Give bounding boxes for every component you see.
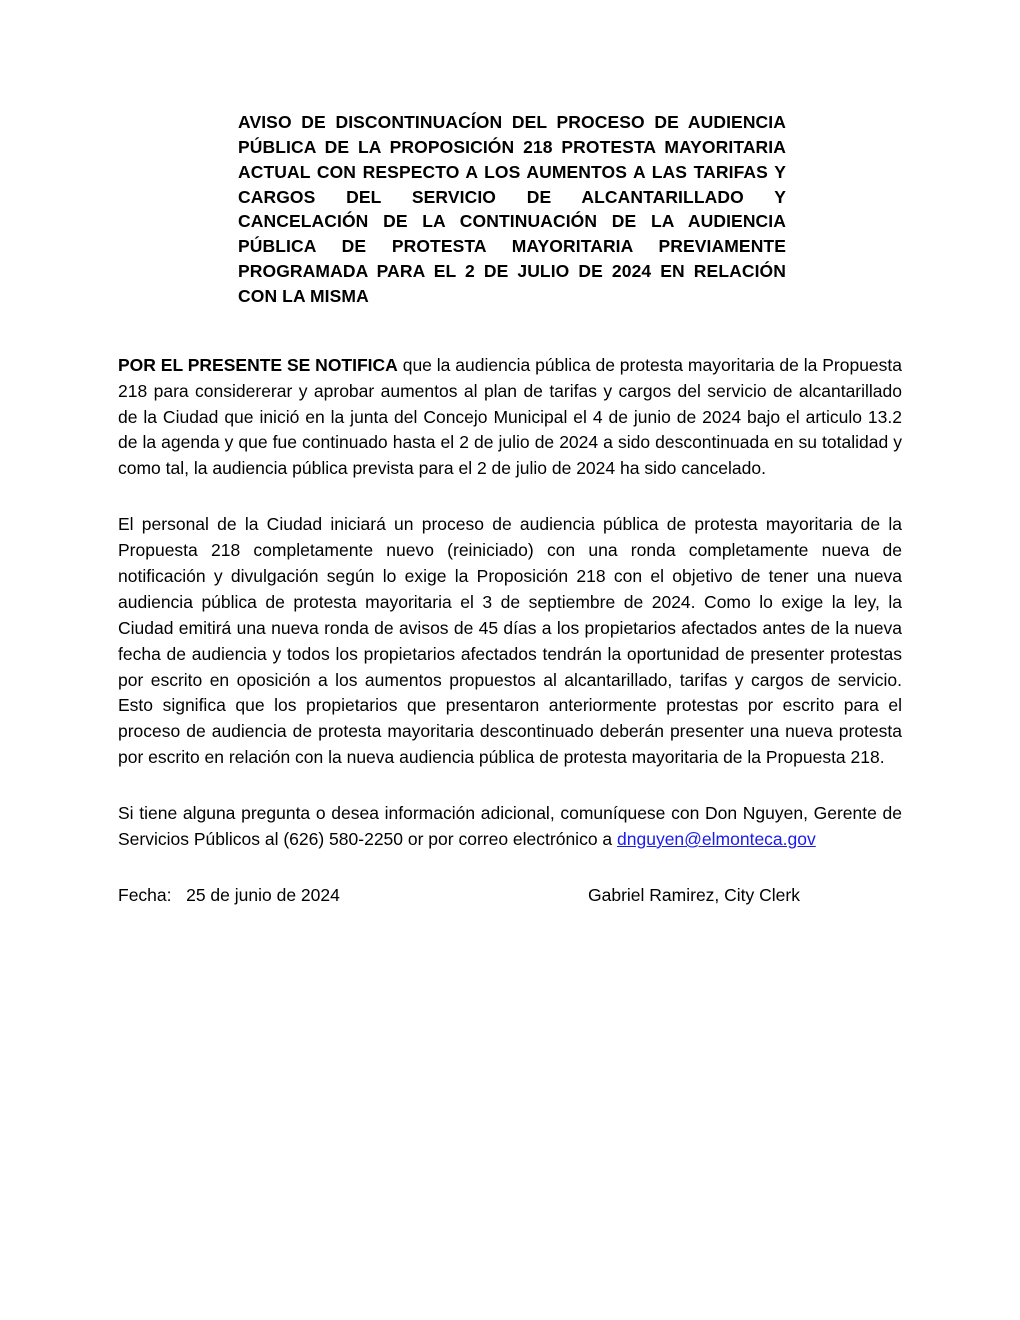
signature-date [118, 883, 588, 909]
signature-block [118, 883, 902, 909]
email-link[interactable]: dnguyen@elmonteca.gov [617, 829, 816, 849]
signature-date-value: 25 de junio de 2024 [186, 884, 340, 905]
document-body [118, 353, 902, 853]
paragraph-contact [118, 801, 902, 853]
contact-text: Si tiene alguna pregunta o desea información adicional, comuníquese con Don Nguyen, Gerente de Servicios Públicos al (626) 580-2250 or por correo electrónico a [118, 803, 902, 849]
page-title: AVISO DE DISCONTINUACÍON DEL PROCESO DE AUDIENCIA PÚBLICA DE LA PROPOSICIÓN 218 PROTESTA MAYORITARIA ACTUAL CON RESPECTO A LOS AUMENTOS A LAS TARIFAS Y CARGOS DEL SERVICIO DE ALCANTARILLADO Y CANCELACIÓN DE LA CONTINUACIÓN DE LA AUDIENCIA PÚBLICA DE PROTESTA MAYORITARIA PREVIAMENTE PROGRAMADA PARA EL 2 DE JULIO DE 2024 EN RELACIÓN CON LA MISMA [238, 112, 786, 306]
paragraph-notice [118, 353, 902, 482]
paragraph-new-process: El personal de la Ciudad iniciará un proceso de audiencia pública de protesta mayoritaria de la Propuesta 218 completamente nuevo (reiniciado) con una ronda completamente nueva de notificación y divulgación según lo exige la Proposición 218 con el objetivo de tener una nueva audiencia pública de protesta mayoritaria el 3 de septiembre de 2024. Como lo exige la ley, la Ciudad emitirá una nueva ronda de avisos de 45 días a los propietarios afectados antes de la nueva fecha de audiencia y todos los propietarios afectados tendrán la oportunidad de presenter protestas por escrito en oposición a los aumentos propuestos al alcantarillado, tarifas y cargos de servicio. Esto significa que los propietarios que presentaron anteriormente protestas por escrito para el proceso de audiencia de protesta mayoritaria descontinuado deberán presenter una nueva protesta por escrito en relación con la nueva audiencia pública de protesta mayoritaria de la Propuesta 218. [118, 514, 902, 768]
signatory-name: Gabriel Ramirez, City Clerk [588, 884, 800, 905]
signature-date-label: Fecha: [118, 884, 172, 905]
notice-lead-in: POR EL PRESENTE SE NOTIFICA [118, 354, 398, 375]
notice-text: que la audiencia pública de protesta mayoritaria de la Propuesta 218 para considererar y aprobar aumentos al plan de tarifas y cargos del servicio de alcantarillado de la Ciudad que inició en la junta del Concejo Municipal el 4 de junio de 2024 bajo el articulo 13.2 de la agenda y que fue continuado hasta el 2 de julio de 2024 a sido descontinuada en su totalidad y como tal, la audiencia pública prevista para el 2 de julio de 2024 ha sido cancelado. [118, 354, 903, 479]
